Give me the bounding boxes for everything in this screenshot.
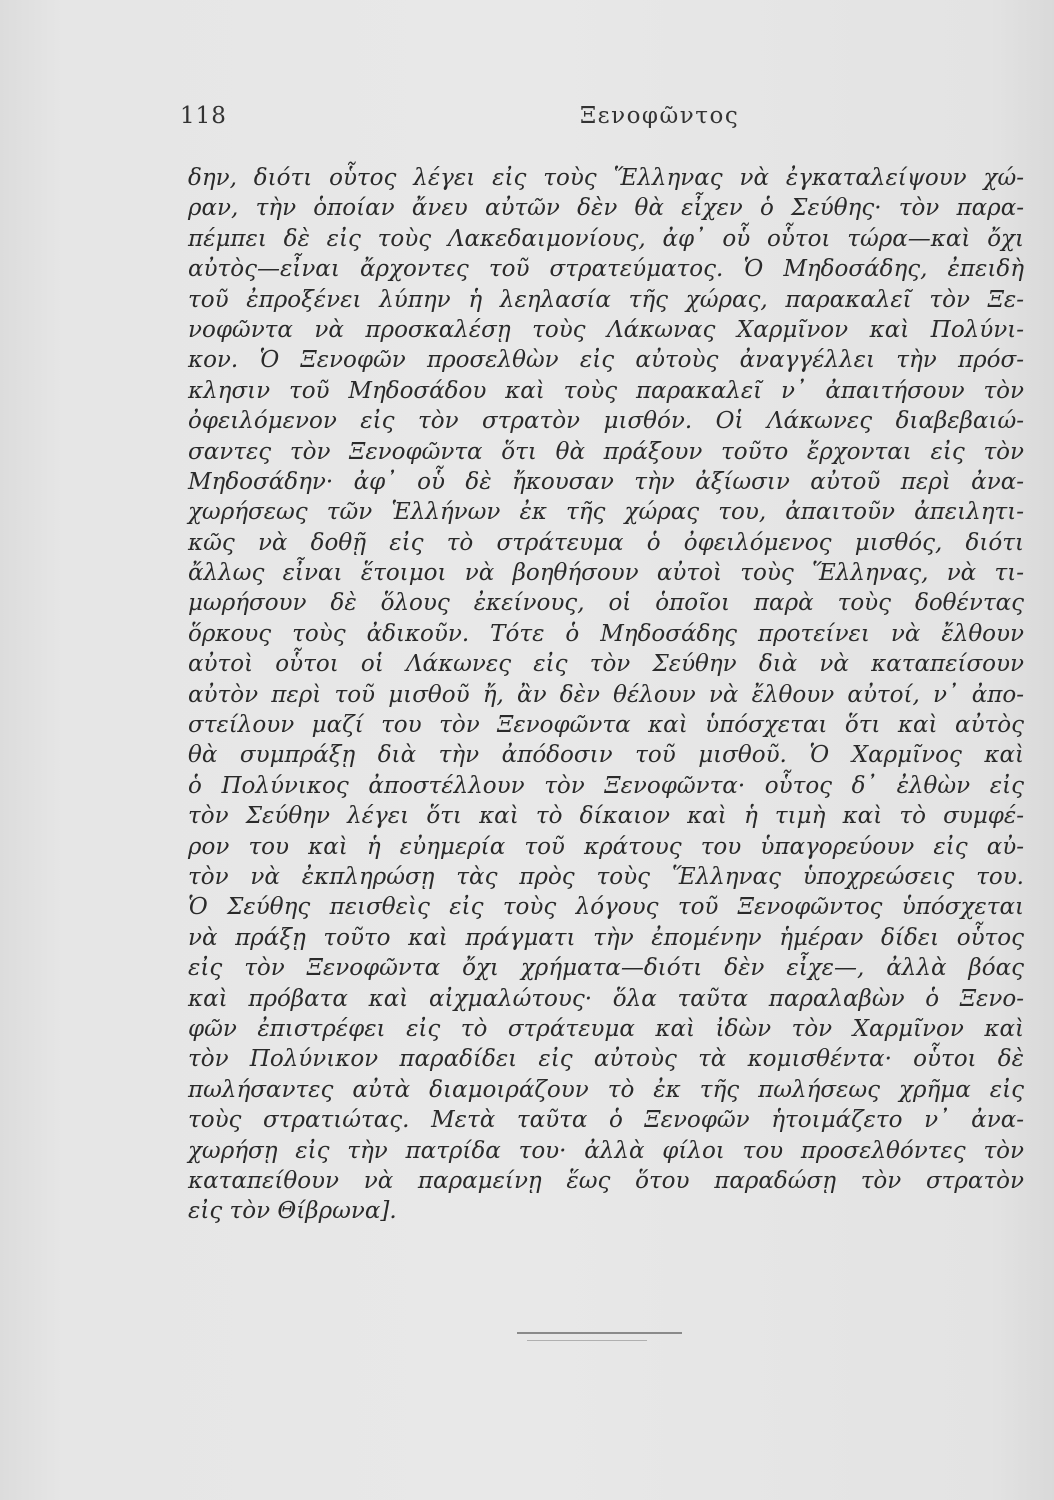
- text-line: κῶς νὰ δοθῇ εἰς τὸ στράτευμα ὁ ὀφειλόμενος μισθός, διότι: [188, 529, 1024, 556]
- text-line: ὁ Πολύνικος ἀποστέλλουν τὸν Ξενοφῶντα· οὗτος δ᾽ ἐλθὼν εἰς: [188, 772, 1024, 799]
- text-line: αὐτοὶ οὗτοι οἱ Λάκωνες εἰς τὸν Σεύθην διὰ νὰ καταπείσουν: [188, 651, 1024, 678]
- text-line: νὰ πράξῃ τοῦτο καὶ πράγματι τὴν ἐπομένην ἡμέραν δίδει οὗτος: [188, 924, 1024, 951]
- text-line: ἄλλως εἶναι ἕτοιμοι νὰ βοηθήσουν αὐτοὶ τοὺς Ἕλληνας, νὰ τι-: [188, 560, 1024, 587]
- text-line: τοῦ ἐπροξένει λύπην ἡ λεηλασία τῆς χώρας, παρακαλεῖ τὸν Ξε-: [188, 286, 1024, 313]
- text-line: κον. Ὁ Ξενοφῶν προσελθὼν εἰς αὐτοὺς ἀναγγέλλει τὴν πρόσ-: [188, 347, 1024, 374]
- text-line: πέμπει δὲ εἰς τοὺς Λακεδαιμονίους, ἀφ᾽ οὗ οὗτοι τώρα—καὶ ὄχι: [188, 225, 1024, 252]
- body-text: [188, 163, 1024, 1227]
- text-line: δην, διότι οὗτος λέγει εἰς τοὺς Ἕλληνας νὰ ἐγκαταλείψουν χώ-: [188, 165, 1024, 191]
- text-line: θὰ συμπράξῃ διὰ τὴν ἀπόδοσιν τοῦ μισθοῦ. Ὁ Χαρμῖνος καὶ: [188, 742, 1024, 769]
- text-line: Μηδοσάδην· ἀφ᾽ οὗ δὲ ἤκουσαν τὴν ἀξίωσιν αὐτοῦ περὶ ἀνα-: [188, 468, 1024, 495]
- text-line-last: εἰς τὸν Θίβρωνα].: [188, 1198, 397, 1225]
- page-number: 118: [180, 103, 227, 129]
- text-line: χωρήσεως τῶν Ἑλλήνων ἐκ τῆς χώρας του, ἀπαιτοῦν ἀπειλητι-: [188, 499, 1024, 526]
- text-line: τοὺς στρατιώτας. Μετὰ ταῦτα ὁ Ξενοφῶν ἡτοιμάζετο ν᾽ ἀνα-: [188, 1107, 1024, 1134]
- text-line: πωλήσαντες αὐτὰ διαμοιράζουν τὸ ἐκ τῆς πωλήσεως χρῆμα εἰς: [188, 1076, 1024, 1103]
- text-line: τὸν Πολύνικον παραδίδει εἰς αὐτοὺς τὰ κομισθέντα· οὗτοι δὲ: [188, 1046, 1024, 1073]
- page-header: [180, 103, 1020, 139]
- text-line: τὸν Σεύθην λέγει ὅτι καὶ τὸ δίκαιον καὶ ἡ τιμὴ καὶ τὸ συμφέ-: [188, 803, 1024, 830]
- text-line: αὐτὸν περὶ τοῦ μισθοῦ ἤ, ἂν δὲν θέλουν νὰ ἔλθουν αὐτοί, ν᾽ ἀπο-: [188, 681, 1024, 708]
- section-divider: [517, 1332, 682, 1334]
- text-line: εἰς τὸν Ξενοφῶντα ὄχι χρήματα—διότι δὲν εἶχε—, ἀλλὰ βόας: [188, 955, 1024, 982]
- text-line: Ὁ Σεύθης πεισθεὶς εἰς τοὺς λόγους τοῦ Ξενοφῶντος ὑπόσχεται: [188, 894, 1024, 921]
- text-line: κλησιν τοῦ Μηδοσάδου καὶ τοὺς παρακαλεῖ ν᾽ ἀπαιτήσουν τὸν: [188, 377, 1024, 404]
- text-line: καὶ πρόβατα καὶ αἰχμαλώτους· ὅλα ταῦτα παραλαβὼν ὁ Ξενο-: [188, 985, 1024, 1012]
- text-line: ρον του καὶ ἡ εὐημερία τοῦ κράτους του ὑπαγορεύουν εἰς αὐ-: [188, 833, 1024, 860]
- section-divider-shadow: [527, 1340, 647, 1341]
- text-line: φῶν ἐπιστρέφει εἰς τὸ στράτευμα καὶ ἰδὼν τὸν Χαρμῖνον καὶ: [188, 1015, 1024, 1042]
- text-line: ραν, τὴν ὁποίαν ἄνευ αὐτῶν δὲν θὰ εἶχεν ὁ Σεύθης· τὸν παρα-: [188, 195, 1024, 222]
- text-line: ὅρκους τοὺς ἀδικοῦν. Τότε ὁ Μηδοσάδης προτείνει νὰ ἔλθουν: [188, 620, 1024, 647]
- text-line: ὀφειλόμενον εἰς τὸν στρατὸν μισθόν. Οἱ Λάκωνες διαβεβαιώ-: [188, 408, 1024, 435]
- running-head: Ξενοφῶντος: [580, 103, 740, 129]
- text-line: αὐτὸς—εἶναι ἄρχοντες τοῦ στρατεύματος. Ὁ Μηδοσάδης, ἐπειδὴ: [188, 256, 1024, 283]
- text-line: χωρήσῃ εἰς τὴν πατρίδα του· ἀλλὰ φίλοι του προσελθόντες τὸν: [188, 1137, 1024, 1164]
- text-line: νοφῶντα νὰ προσκαλέσῃ τοὺς Λάκωνας Χαρμῖνον καὶ Πολύνι-: [188, 316, 1024, 343]
- text-line: στείλουν μαζί του τὸν Ξενοφῶντα καὶ ὑπόσχεται ὅτι καὶ αὐτὸς: [188, 712, 1024, 739]
- text-line: σαντες τὸν Ξενοφῶντα ὅτι θὰ πράξουν τοῦτο ἔρχονται εἰς τὸν: [188, 438, 1024, 465]
- text-line: καταπείθουν νὰ παραμείνῃ ἕως ὅτου παραδώσῃ τὸν στρατὸν: [188, 1167, 1024, 1194]
- text-line: μωρήσουν δὲ ὅλους ἐκείνους, οἱ ὁποῖοι παρὰ τοὺς δοθέντας: [188, 590, 1024, 617]
- text-line: τὸν νὰ ἐκπληρώσῃ τὰς πρὸς τοὺς Ἕλληνας ὑποχρεώσεις του.: [188, 863, 1024, 890]
